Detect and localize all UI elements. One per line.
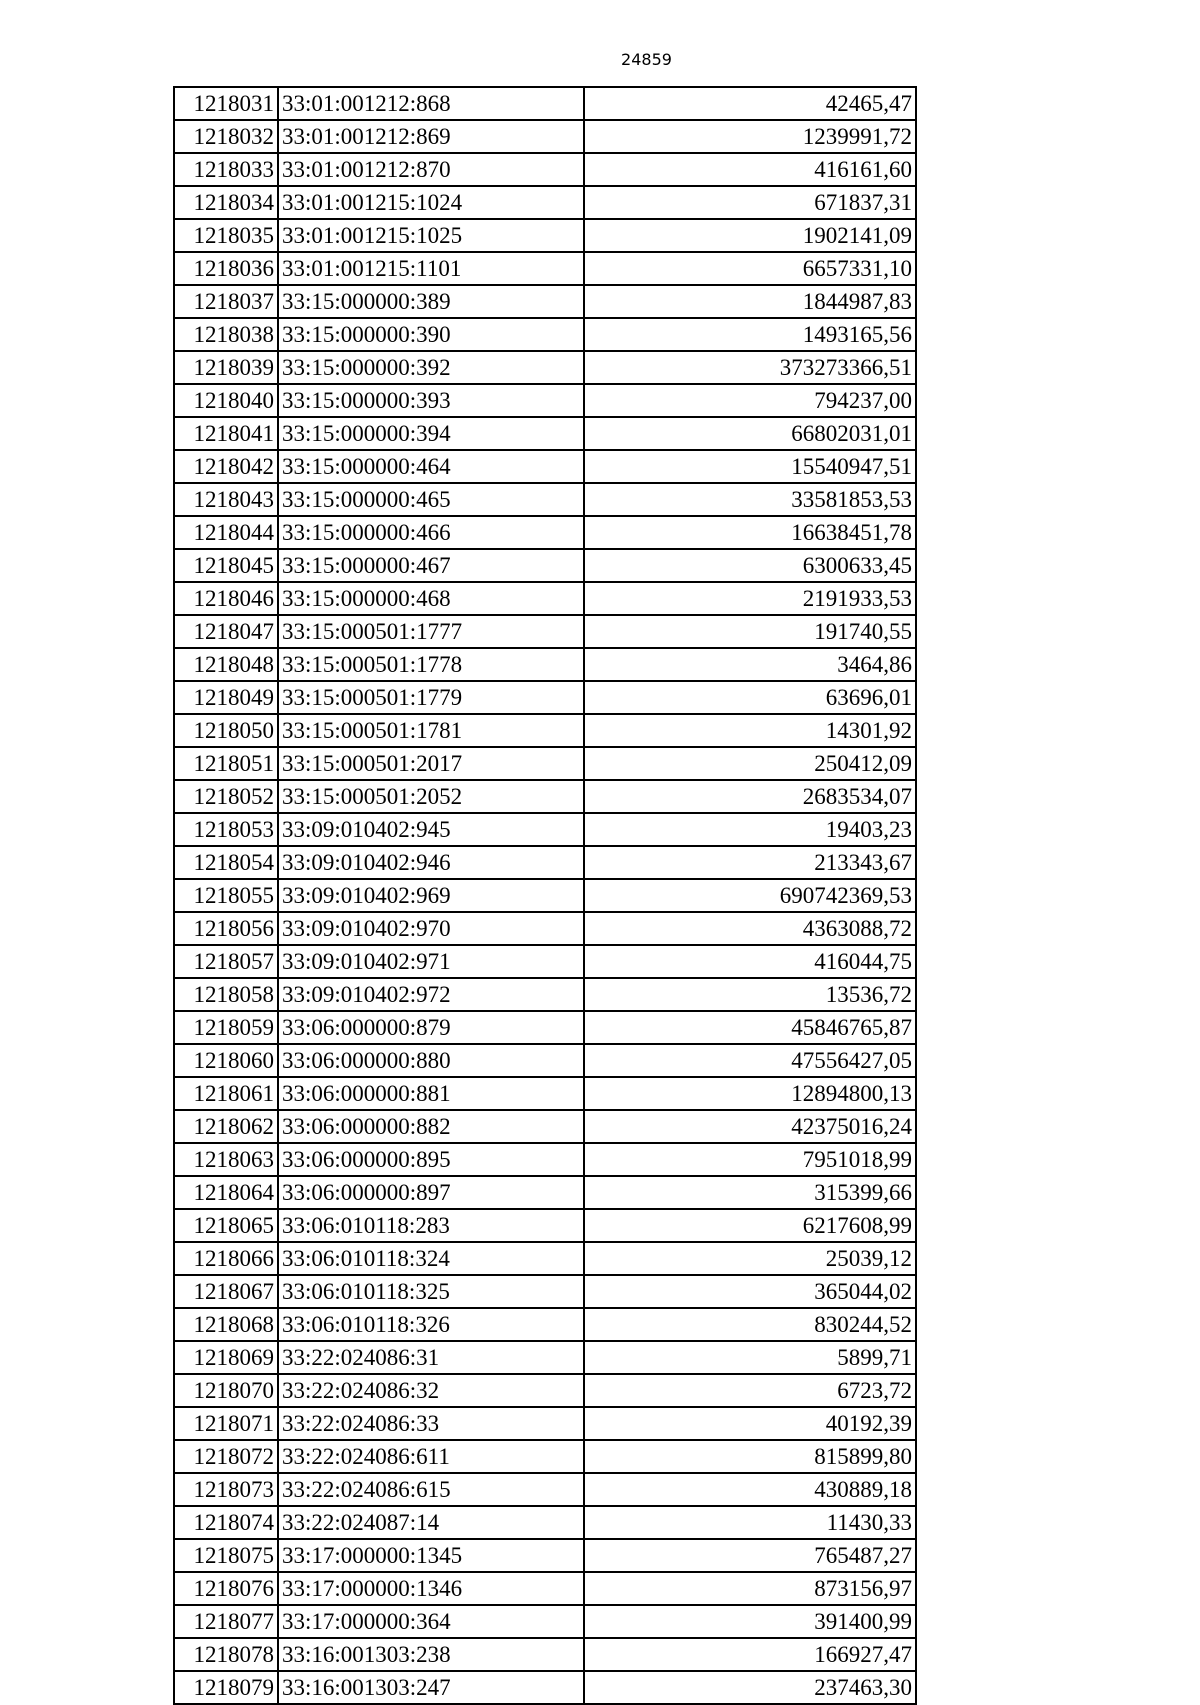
cadastral-number-cell: 33:15:000000:390 bbox=[278, 318, 584, 351]
cadastral-number-cell: 33:15:000501:2052 bbox=[278, 780, 584, 813]
cadastral-value-cell: 830244,52 bbox=[584, 1308, 916, 1341]
table-row bbox=[174, 1440, 916, 1473]
row-id-cell: 1218067 bbox=[174, 1275, 278, 1308]
table-row bbox=[174, 1044, 916, 1077]
table-row bbox=[174, 978, 916, 1011]
table-row bbox=[174, 813, 916, 846]
row-id-cell: 1218038 bbox=[174, 318, 278, 351]
table-row bbox=[174, 417, 916, 450]
row-id-cell: 1218060 bbox=[174, 1044, 278, 1077]
row-id-cell: 1218048 bbox=[174, 648, 278, 681]
cadastral-value-cell: 6723,72 bbox=[584, 1374, 916, 1407]
table-row bbox=[174, 516, 916, 549]
cadastral-number-cell: 33:22:024086:611 bbox=[278, 1440, 584, 1473]
cadastral-number-cell: 33:06:010118:325 bbox=[278, 1275, 584, 1308]
cadastral-value-cell: 690742369,53 bbox=[584, 879, 916, 912]
cadastral-number-cell: 33:17:000000:364 bbox=[278, 1605, 584, 1638]
cadastral-value-cell: 5899,71 bbox=[584, 1341, 916, 1374]
cadastral-value-cell: 213343,67 bbox=[584, 846, 916, 879]
row-id-cell: 1218050 bbox=[174, 714, 278, 747]
cadastral-value-cell: 365044,02 bbox=[584, 1275, 916, 1308]
cadastral-value-cell: 19403,23 bbox=[584, 813, 916, 846]
cadastral-value-cell: 2191933,53 bbox=[584, 582, 916, 615]
table-row bbox=[174, 648, 916, 681]
cadastral-value-cell: 671837,31 bbox=[584, 186, 916, 219]
row-id-cell: 1218058 bbox=[174, 978, 278, 1011]
cadastral-value-cell: 1844987,83 bbox=[584, 285, 916, 318]
cadastral-value-cell: 191740,55 bbox=[584, 615, 916, 648]
cadastral-number-cell: 33:15:000501:1779 bbox=[278, 681, 584, 714]
cadastral-number-cell: 33:15:000000:393 bbox=[278, 384, 584, 417]
row-id-cell: 1218076 bbox=[174, 1572, 278, 1605]
row-id-cell: 1218069 bbox=[174, 1341, 278, 1374]
table-row bbox=[174, 1110, 916, 1143]
cadastral-value-cell: 6300633,45 bbox=[584, 549, 916, 582]
table-row bbox=[174, 780, 916, 813]
cadastral-value-cell: 416161,60 bbox=[584, 153, 916, 186]
cadastral-number-cell: 33:06:000000:879 bbox=[278, 1011, 584, 1044]
row-id-cell: 1218057 bbox=[174, 945, 278, 978]
row-id-cell: 1218032 bbox=[174, 120, 278, 153]
cadastral-value-cell: 373273366,51 bbox=[584, 351, 916, 384]
cadastral-value-cell: 7951018,99 bbox=[584, 1143, 916, 1176]
row-id-cell: 1218072 bbox=[174, 1440, 278, 1473]
cadastral-value-cell: 2683534,07 bbox=[584, 780, 916, 813]
cadastral-value-cell: 430889,18 bbox=[584, 1473, 916, 1506]
cadastral-number-cell: 33:15:000000:392 bbox=[278, 351, 584, 384]
cadastral-number-cell: 33:01:001212:870 bbox=[278, 153, 584, 186]
table-row bbox=[174, 912, 916, 945]
table-body bbox=[174, 87, 916, 1704]
cadastral-number-cell: 33:15:000000:467 bbox=[278, 549, 584, 582]
row-id-cell: 1218070 bbox=[174, 1374, 278, 1407]
cadastral-value-cell: 6657331,10 bbox=[584, 252, 916, 285]
cadastral-number-cell: 33:22:024086:615 bbox=[278, 1473, 584, 1506]
row-id-cell: 1218079 bbox=[174, 1671, 278, 1704]
table-row bbox=[174, 219, 916, 252]
cadastral-number-cell: 33:06:010118:283 bbox=[278, 1209, 584, 1242]
cadastral-value-cell: 765487,27 bbox=[584, 1539, 916, 1572]
row-id-cell: 1218071 bbox=[174, 1407, 278, 1440]
row-id-cell: 1218034 bbox=[174, 186, 278, 219]
cadastral-number-cell: 33:22:024086:32 bbox=[278, 1374, 584, 1407]
cadastral-number-cell: 33:17:000000:1345 bbox=[278, 1539, 584, 1572]
cadastral-value-cell: 1902141,09 bbox=[584, 219, 916, 252]
table-row bbox=[174, 1209, 916, 1242]
cadastral-number-cell: 33:15:000501:1778 bbox=[278, 648, 584, 681]
table-row bbox=[174, 1539, 916, 1572]
row-id-cell: 1218065 bbox=[174, 1209, 278, 1242]
row-id-cell: 1218062 bbox=[174, 1110, 278, 1143]
table-row bbox=[174, 1242, 916, 1275]
cadastral-value-cell: 66802031,01 bbox=[584, 417, 916, 450]
table-row bbox=[174, 285, 916, 318]
cadastral-value-cell: 40192,39 bbox=[584, 1407, 916, 1440]
table-row bbox=[174, 582, 916, 615]
table-row bbox=[174, 120, 916, 153]
cadastral-number-cell: 33:15:000000:468 bbox=[278, 582, 584, 615]
cadastral-number-cell: 33:16:001303:247 bbox=[278, 1671, 584, 1704]
row-id-cell: 1218047 bbox=[174, 615, 278, 648]
table-row bbox=[174, 153, 916, 186]
row-id-cell: 1218031 bbox=[174, 87, 278, 120]
cadastral-number-cell: 33:16:001303:238 bbox=[278, 1638, 584, 1671]
table-row bbox=[174, 1275, 916, 1308]
cadastral-value-cell: 815899,80 bbox=[584, 1440, 916, 1473]
cadastral-value-cell: 42465,47 bbox=[584, 87, 916, 120]
cadastral-value-table bbox=[173, 86, 917, 1705]
cadastral-value-cell: 391400,99 bbox=[584, 1605, 916, 1638]
row-id-cell: 1218068 bbox=[174, 1308, 278, 1341]
cadastral-number-cell: 33:09:010402:972 bbox=[278, 978, 584, 1011]
table-row bbox=[174, 351, 916, 384]
cadastral-number-cell: 33:15:000501:2017 bbox=[278, 747, 584, 780]
cadastral-value-cell: 794237,00 bbox=[584, 384, 916, 417]
row-id-cell: 1218044 bbox=[174, 516, 278, 549]
row-id-cell: 1218040 bbox=[174, 384, 278, 417]
cadastral-number-cell: 33:09:010402:970 bbox=[278, 912, 584, 945]
row-id-cell: 1218036 bbox=[174, 252, 278, 285]
row-id-cell: 1218035 bbox=[174, 219, 278, 252]
row-id-cell: 1218046 bbox=[174, 582, 278, 615]
table-row bbox=[174, 252, 916, 285]
table-row bbox=[174, 747, 916, 780]
table-row bbox=[174, 1473, 916, 1506]
cadastral-number-cell: 33:06:010118:324 bbox=[278, 1242, 584, 1275]
cadastral-value-cell: 873156,97 bbox=[584, 1572, 916, 1605]
table-row bbox=[174, 879, 916, 912]
table-row bbox=[174, 1143, 916, 1176]
row-id-cell: 1218053 bbox=[174, 813, 278, 846]
cadastral-number-cell: 33:15:000000:389 bbox=[278, 285, 584, 318]
row-id-cell: 1218043 bbox=[174, 483, 278, 516]
row-id-cell: 1218073 bbox=[174, 1473, 278, 1506]
cadastral-number-cell: 33:06:000000:895 bbox=[278, 1143, 584, 1176]
row-id-cell: 1218039 bbox=[174, 351, 278, 384]
row-id-cell: 1218056 bbox=[174, 912, 278, 945]
cadastral-number-cell: 33:15:000000:466 bbox=[278, 516, 584, 549]
table-row bbox=[174, 1572, 916, 1605]
cadastral-value-cell: 63696,01 bbox=[584, 681, 916, 714]
row-id-cell: 1218075 bbox=[174, 1539, 278, 1572]
table-row bbox=[174, 1605, 916, 1638]
cadastral-value-cell: 1493165,56 bbox=[584, 318, 916, 351]
table-row bbox=[174, 1506, 916, 1539]
cadastral-number-cell: 33:06:000000:880 bbox=[278, 1044, 584, 1077]
cadastral-number-cell: 33:17:000000:1346 bbox=[278, 1572, 584, 1605]
table-row bbox=[174, 1341, 916, 1374]
cadastral-value-cell: 1239991,72 bbox=[584, 120, 916, 153]
row-id-cell: 1218078 bbox=[174, 1638, 278, 1671]
row-id-cell: 1218063 bbox=[174, 1143, 278, 1176]
page-number: 24859 bbox=[621, 50, 672, 69]
cadastral-value-cell: 315399,66 bbox=[584, 1176, 916, 1209]
cadastral-number-cell: 33:15:000000:464 bbox=[278, 450, 584, 483]
row-id-cell: 1218033 bbox=[174, 153, 278, 186]
table-row bbox=[174, 945, 916, 978]
row-id-cell: 1218045 bbox=[174, 549, 278, 582]
table-row bbox=[174, 681, 916, 714]
cadastral-number-cell: 33:09:010402:945 bbox=[278, 813, 584, 846]
table-row bbox=[174, 549, 916, 582]
cadastral-number-cell: 33:01:001215:1025 bbox=[278, 219, 584, 252]
cadastral-value-cell: 13536,72 bbox=[584, 978, 916, 1011]
row-id-cell: 1218054 bbox=[174, 846, 278, 879]
table-row bbox=[174, 186, 916, 219]
table-row bbox=[174, 384, 916, 417]
row-id-cell: 1218049 bbox=[174, 681, 278, 714]
row-id-cell: 1218052 bbox=[174, 780, 278, 813]
table-row bbox=[174, 1176, 916, 1209]
table-row bbox=[174, 1011, 916, 1044]
cadastral-value-cell: 45846765,87 bbox=[584, 1011, 916, 1044]
cadastral-value-cell: 33581853,53 bbox=[584, 483, 916, 516]
cadastral-number-cell: 33:22:024086:33 bbox=[278, 1407, 584, 1440]
cadastral-value-cell: 416044,75 bbox=[584, 945, 916, 978]
table-row bbox=[174, 1671, 916, 1704]
table-row bbox=[174, 1638, 916, 1671]
table-row bbox=[174, 450, 916, 483]
cadastral-value-cell: 3464,86 bbox=[584, 648, 916, 681]
row-id-cell: 1218059 bbox=[174, 1011, 278, 1044]
cadastral-value-cell: 47556427,05 bbox=[584, 1044, 916, 1077]
cadastral-number-cell: 33:06:000000:897 bbox=[278, 1176, 584, 1209]
row-id-cell: 1218066 bbox=[174, 1242, 278, 1275]
cadastral-number-cell: 33:09:010402:971 bbox=[278, 945, 584, 978]
table-row bbox=[174, 615, 916, 648]
cadastral-value-cell: 42375016,24 bbox=[584, 1110, 916, 1143]
cadastral-number-cell: 33:22:024087:14 bbox=[278, 1506, 584, 1539]
row-id-cell: 1218037 bbox=[174, 285, 278, 318]
cadastral-value-cell: 25039,12 bbox=[584, 1242, 916, 1275]
table-row bbox=[174, 1077, 916, 1110]
table-row bbox=[174, 1308, 916, 1341]
table-row bbox=[174, 846, 916, 879]
cadastral-number-cell: 33:15:000000:465 bbox=[278, 483, 584, 516]
row-id-cell: 1218064 bbox=[174, 1176, 278, 1209]
cadastral-value-cell: 166927,47 bbox=[584, 1638, 916, 1671]
table-row bbox=[174, 1374, 916, 1407]
row-id-cell: 1218042 bbox=[174, 450, 278, 483]
cadastral-number-cell: 33:06:000000:882 bbox=[278, 1110, 584, 1143]
cadastral-value-cell: 250412,09 bbox=[584, 747, 916, 780]
cadastral-number-cell: 33:06:010118:326 bbox=[278, 1308, 584, 1341]
cadastral-value-cell: 14301,92 bbox=[584, 714, 916, 747]
cadastral-value-cell: 11430,33 bbox=[584, 1506, 916, 1539]
cadastral-value-cell: 15540947,51 bbox=[584, 450, 916, 483]
cadastral-value-cell: 237463,30 bbox=[584, 1671, 916, 1704]
cadastral-number-cell: 33:09:010402:969 bbox=[278, 879, 584, 912]
cadastral-value-cell: 4363088,72 bbox=[584, 912, 916, 945]
row-id-cell: 1218074 bbox=[174, 1506, 278, 1539]
row-id-cell: 1218061 bbox=[174, 1077, 278, 1110]
row-id-cell: 1218055 bbox=[174, 879, 278, 912]
table-row bbox=[174, 87, 916, 120]
table-row bbox=[174, 714, 916, 747]
cadastral-value-cell: 16638451,78 bbox=[584, 516, 916, 549]
row-id-cell: 1218051 bbox=[174, 747, 278, 780]
cadastral-value-cell: 6217608,99 bbox=[584, 1209, 916, 1242]
cadastral-number-cell: 33:15:000501:1781 bbox=[278, 714, 584, 747]
table-row bbox=[174, 318, 916, 351]
cadastral-value-cell: 12894800,13 bbox=[584, 1077, 916, 1110]
cadastral-number-cell: 33:22:024086:31 bbox=[278, 1341, 584, 1374]
cadastral-number-cell: 33:09:010402:946 bbox=[278, 846, 584, 879]
cadastral-number-cell: 33:01:001212:869 bbox=[278, 120, 584, 153]
table-row bbox=[174, 483, 916, 516]
cadastral-number-cell: 33:15:000501:1777 bbox=[278, 615, 584, 648]
row-id-cell: 1218077 bbox=[174, 1605, 278, 1638]
table-row bbox=[174, 1407, 916, 1440]
cadastral-number-cell: 33:15:000000:394 bbox=[278, 417, 584, 450]
cadastral-number-cell: 33:01:001215:1101 bbox=[278, 252, 584, 285]
row-id-cell: 1218041 bbox=[174, 417, 278, 450]
cadastral-number-cell: 33:01:001212:868 bbox=[278, 87, 584, 120]
cadastral-number-cell: 33:06:000000:881 bbox=[278, 1077, 584, 1110]
cadastral-number-cell: 33:01:001215:1024 bbox=[278, 186, 584, 219]
